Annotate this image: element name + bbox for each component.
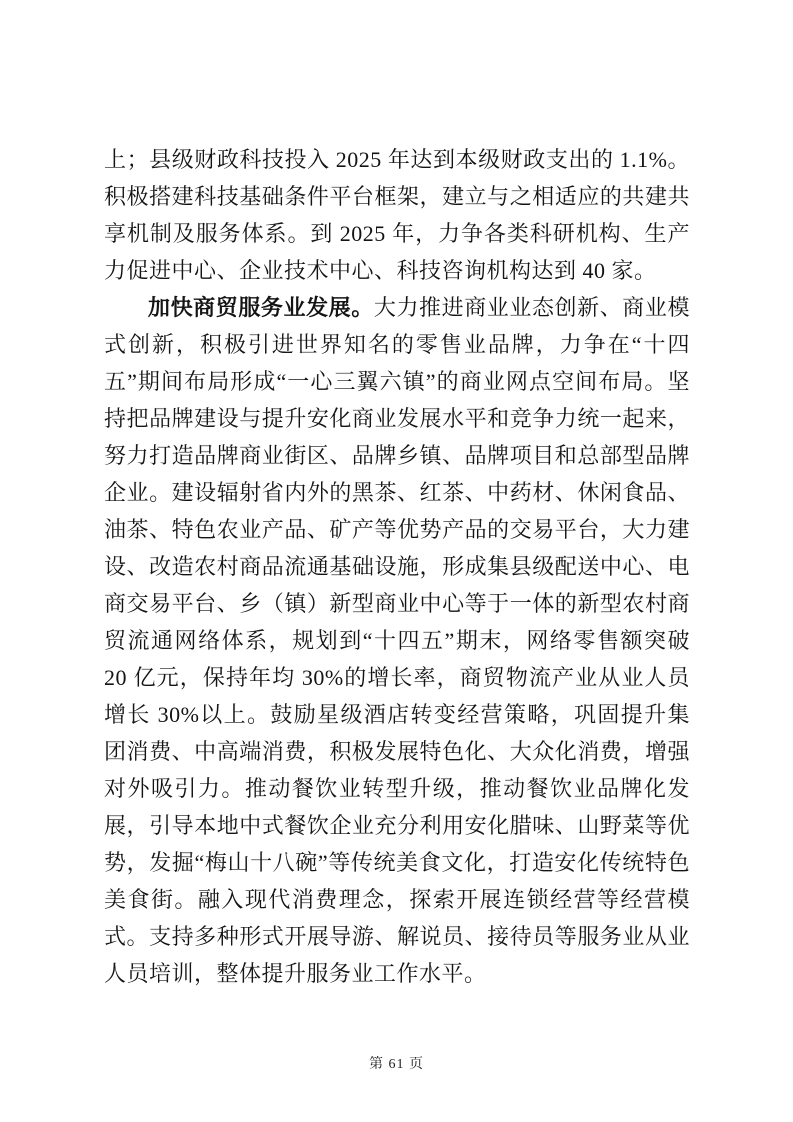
paragraph-commerce-services	[104, 289, 690, 992]
page-body-text	[104, 141, 690, 992]
paragraph-lead-bold: 加快商贸服务业发展。	[148, 295, 374, 320]
text-run: 上；县级财政科技投入 2025 年达到本级财政支出的 1.1%。积极搭建科技基础条件平台框架，建立与之相适应的共建共享机制及服务体系。到 2025 年，力争各类科研机构、生产力促进中心、企业技术中心、科技咨询机构达到 40 家。	[104, 147, 690, 283]
page-number: 第 61 页	[369, 1057, 424, 1072]
paragraph-continued	[104, 141, 690, 289]
text-run: 大力推进商业业态创新、商业模式创新，积极引进世界知名的零售业品牌，力争在“十四五”期间布局形成“一心三翼六镇”的商业网点空间布局。坚持把品牌建设与提升安化商业发展水平和竞争力统一起来，努力打造品牌商业街区、品牌乡镇、品牌项目和总部型品牌企业。建设辐射省内外的黑茶、红茶、中药材、休闲食品、油茶、特色农业产品、矿产等优势产品的交易平台，大力建设、改造农村商品流通基础设施，形成集县级配送中心、电商交易平台、乡（镇）新型商业中心等于一体的新型农村商贸流通网络体系，规划到“十四五”期末，网络零售额突破 20 亿元，保持年均 30%的增长率，商贸物流产业从业人员增长 30%以上。鼓励星级酒店转变经营策略，巩固提升集团消费、中高端消费，积极发展特色化、大众化消费，增强对外吸引力。推动餐饮业转型升级，推动餐饮业品牌化发展，引导本地中式餐饮企业充分利用安化腊味、山野菜等优势，发掘“梅山十八碗”等传统美食文化，打造安化传统特色美食街。融入现代消费理念，探索开展连锁经营等经营模式。支持多种形式开展导游、解说员、接待员等服务业从业人员培训，整体提升服务业工作水平。	[104, 295, 690, 986]
